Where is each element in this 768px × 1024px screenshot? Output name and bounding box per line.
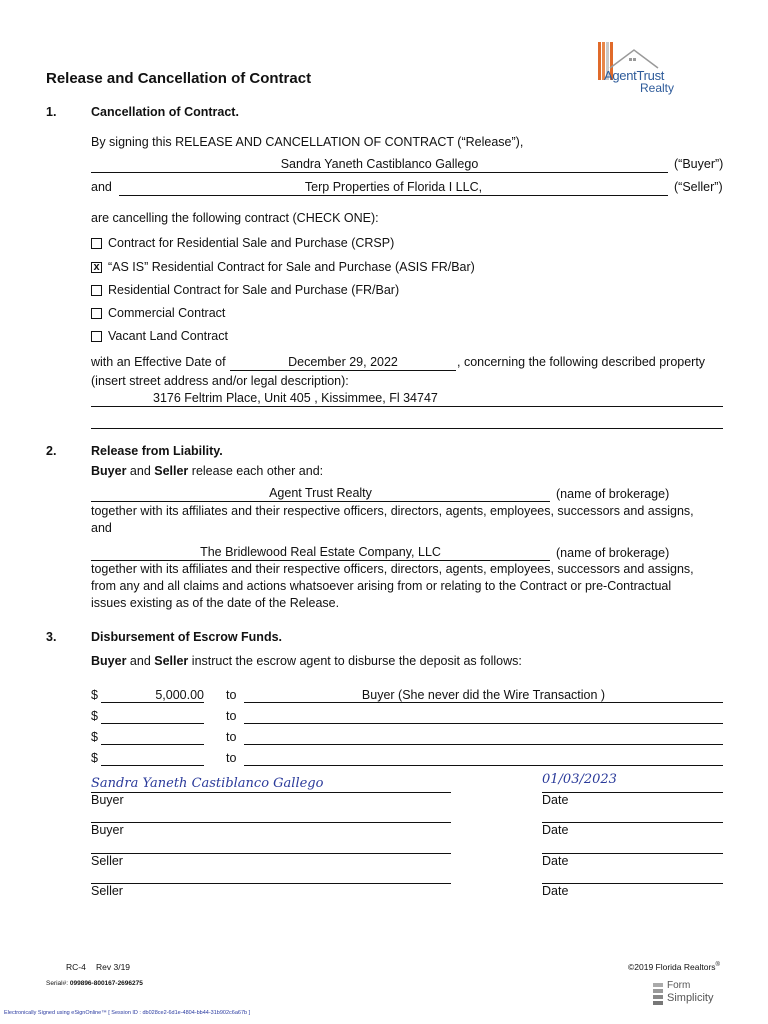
dollar-sign: $	[91, 751, 98, 765]
signature-line-4[interactable]	[91, 883, 451, 884]
date-line-2[interactable]	[542, 822, 723, 823]
to-label: to	[226, 688, 237, 702]
amount-3-line	[101, 744, 204, 745]
form-simplicity-text-form: Form	[667, 980, 691, 991]
release-intro: By signing this RELEASE AND CANCELLATION OF CONTRACT (“Release”),	[91, 135, 524, 149]
signature-role-seller: Seller	[91, 884, 123, 898]
seller-name-line	[119, 195, 668, 196]
checkbox-frbar[interactable]	[91, 285, 102, 296]
buyer-tag: (“Buyer”)	[674, 157, 724, 171]
payee-1-line	[244, 702, 723, 703]
signature-line-2[interactable]	[91, 822, 451, 823]
date-label: Date	[542, 854, 569, 868]
date-line-4[interactable]	[542, 883, 723, 884]
buyer-name-field[interactable]: Sandra Yaneth Castiblanco Gallego	[280, 157, 479, 171]
signature-role-buyer: Buyer	[91, 793, 124, 807]
checkbox-vacant-land[interactable]	[91, 331, 102, 342]
option-crsp-label: Contract for Residential Sale and Purchase (CRSP)	[108, 236, 395, 250]
signature-role-buyer: Buyer	[91, 823, 124, 837]
option-commercial-label: Commercial Contract	[108, 306, 226, 320]
affiliates-text-1: together with its affiliates and their respective officers, directors, agents, employees, successors and assigns,	[91, 504, 694, 518]
date-label: Date	[542, 823, 569, 837]
address-line-1	[91, 406, 723, 407]
checkbox-crsp[interactable]	[91, 238, 102, 249]
logo-text-agenttrust: AgentTrust	[604, 68, 665, 83]
claims-text-2: issues existing as of the date of the Release.	[91, 596, 340, 610]
address-note: (insert street address and/or legal description):	[91, 374, 349, 388]
form-revision: Rev 3/19	[96, 962, 131, 972]
brokerage-2-tag: (name of brokerage)	[556, 546, 670, 560]
to-label: to	[226, 730, 237, 744]
amount-1-field[interactable]: 5,000.00	[155, 688, 204, 702]
serial-number: Serial#: 099896-800167-2696275	[46, 980, 143, 987]
section-3-heading: Disbursement of Escrow Funds.	[91, 630, 283, 644]
release-statement: Buyer and Seller release each other and:	[91, 464, 324, 478]
section-1-heading: Cancellation of Contract.	[91, 105, 239, 119]
date-label: Date	[542, 884, 569, 898]
to-label: to	[226, 709, 237, 723]
agent-trust-logo	[596, 40, 696, 98]
check-prompt: are cancelling the following contract (CHECK ONE):	[91, 211, 379, 225]
form-simplicity-text-simplicity: Simplicity	[667, 992, 714, 1004]
amount-4-line	[101, 765, 204, 766]
buyer-name-line	[91, 172, 668, 173]
section-2-heading: Release from Liability.	[91, 444, 223, 458]
brokerage-1-line	[91, 501, 550, 502]
payee-3-line	[244, 744, 723, 745]
payee-1-field[interactable]: Buyer (She never did the Wire Transaction )	[361, 688, 606, 702]
option-asis-label: “AS IS” Residential Contract for Sale and Purchase (ASIS FR/Bar)	[108, 260, 475, 274]
option-vacant-land-label: Vacant Land Contract	[108, 329, 228, 343]
effective-date-prefix: with an Effective Date of	[91, 355, 226, 369]
buyer-signature[interactable]: Sandra Yaneth Castiblanco Gallego	[91, 776, 324, 791]
date-line-1	[542, 792, 723, 793]
form-simplicity-logo	[653, 982, 723, 1008]
form-code: RC-4	[66, 962, 86, 972]
document-stack-icon	[653, 983, 665, 1005]
claims-text-1: from any and all claims and actions whatsoever arising from or relating to the Contract or pre-Contractual	[91, 579, 672, 593]
and-label-2: and	[91, 521, 112, 535]
brokerage-2-field[interactable]: The Bridlewood Real Estate Company, LLC	[200, 545, 441, 559]
escrow-instruction: Buyer and Seller instruct the escrow agent to disburse the deposit as follows:	[91, 654, 522, 668]
section-1-number: 1.	[46, 105, 57, 119]
brokerage-1-tag: (name of brokerage)	[556, 487, 670, 501]
signature-line-1	[91, 792, 451, 793]
effective-date-field[interactable]: December 29, 2022	[288, 355, 398, 369]
dollar-sign: $	[91, 730, 98, 744]
and-label: and	[91, 180, 112, 194]
payee-4-line	[244, 765, 723, 766]
signature-line-3[interactable]	[91, 853, 451, 854]
brokerage-2-line	[91, 560, 550, 561]
seller-tag: (“Seller”)	[674, 180, 723, 194]
payee-2-line	[244, 723, 723, 724]
effective-date-line	[230, 370, 456, 371]
dollar-sign: $	[91, 688, 98, 702]
option-frbar-label: Residential Contract for Sale and Purchase (FR/Bar)	[108, 283, 400, 297]
seller-name-field[interactable]: Terp Properties of Florida I LLC,	[304, 180, 483, 194]
effective-date-suffix: , concerning the following described property	[457, 355, 706, 369]
address-line-2	[91, 428, 723, 429]
property-address-field[interactable]: 3176 Feltrim Place, Unit 405 , Kissimmee, Fl 34747	[153, 391, 438, 405]
dollar-sign: $	[91, 709, 98, 723]
to-label: to	[226, 751, 237, 765]
amount-2-line	[101, 723, 204, 724]
signature-role-seller: Seller	[91, 854, 123, 868]
affiliates-text-2: together with its affiliates and their respective officers, directors, agents, employees, successors and assigns,	[91, 562, 694, 576]
checkbox-asis[interactable]: x	[91, 262, 102, 273]
date-line-3[interactable]	[542, 853, 723, 854]
page-title: Release and Cancellation of Contract	[46, 70, 312, 87]
amount-1-line	[101, 702, 204, 703]
checkbox-commercial[interactable]	[91, 308, 102, 319]
signature-date-1[interactable]: 01/03/2023	[542, 772, 617, 787]
copyright: ©2019 Florida Realtors®	[628, 962, 720, 972]
section-2-number: 2.	[46, 444, 57, 458]
date-label: Date	[542, 793, 569, 807]
brokerage-1-field[interactable]: Agent Trust Realty	[269, 486, 372, 500]
section-3-number: 3.	[46, 630, 57, 644]
esign-footer: Electronically Signed using eSignOnline™ [ Session ID : db028ce2-6d1e-4804-bb44-31b902c6a67b ]	[4, 1010, 251, 1016]
logo-text-realty: Realty	[640, 81, 675, 95]
